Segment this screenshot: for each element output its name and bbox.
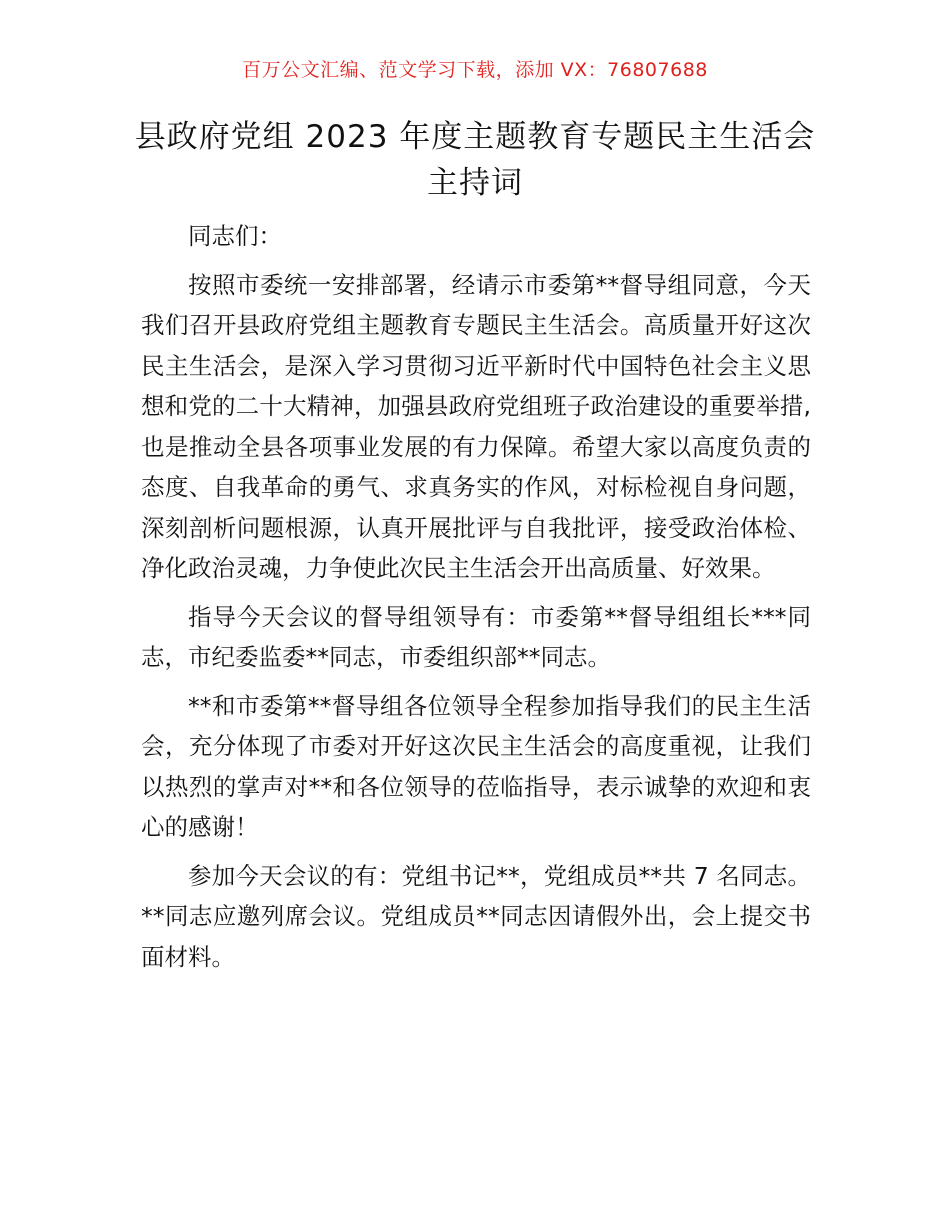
title-line-2: 主持词 xyxy=(427,165,523,201)
paragraph-welcome: **和市委第**督导组各位领导全程参加指导我们的民主生活会，充分体现了市委对开好这次民主生活会的高度重视，让我们以热烈的掌声对**和各位领导的莅临指导，表示诚挚的欢迎和衷心的感谢！ xyxy=(141,691,811,841)
document-body xyxy=(141,216,811,985)
paragraph-salutation: 同志们： xyxy=(188,222,282,250)
paragraph-supervisors: 指导今天会议的督导组领导有：市委第**督导组组长***同志，市纪委监委**同志，市委组织部**同志。 xyxy=(141,602,811,671)
title-line-1: 县政府党组 2023 年度主题教育专题民主生活会 xyxy=(134,119,816,155)
paragraph-intro: 按照市委统一安排部署，经请示市委第**督导组同意，今天我们召开县政府党组主题教育专题民主生活会。高质量开好这次民主生活会，是深入学习贯彻习近平新时代中国特色社会主义思想和党的二十大精神，加强县政府党组班子政治建设的重要举措,也是推动全县各项事业发展的有力保障。希望大家以高度负责的态度、自我革命的勇气、求真务实的作风，对标检视自身问题，深刻剖析问题根源，认真开展批评与自我批评，接受政治体检、净化政治灵魂，力争使此次民主生活会开出高质量、好效果。 xyxy=(141,270,811,582)
header-banner: 百万公文汇编、范文学习下载，添加 VX：76807688 xyxy=(242,59,708,81)
document-title xyxy=(100,114,850,206)
paragraph-attendees: 参加今天会议的有：党组书记**，党组成员**共 7 名同志。**同志应邀列席会议。党组成员**同志因请假外出，会上提交书面材料。 xyxy=(141,861,812,971)
